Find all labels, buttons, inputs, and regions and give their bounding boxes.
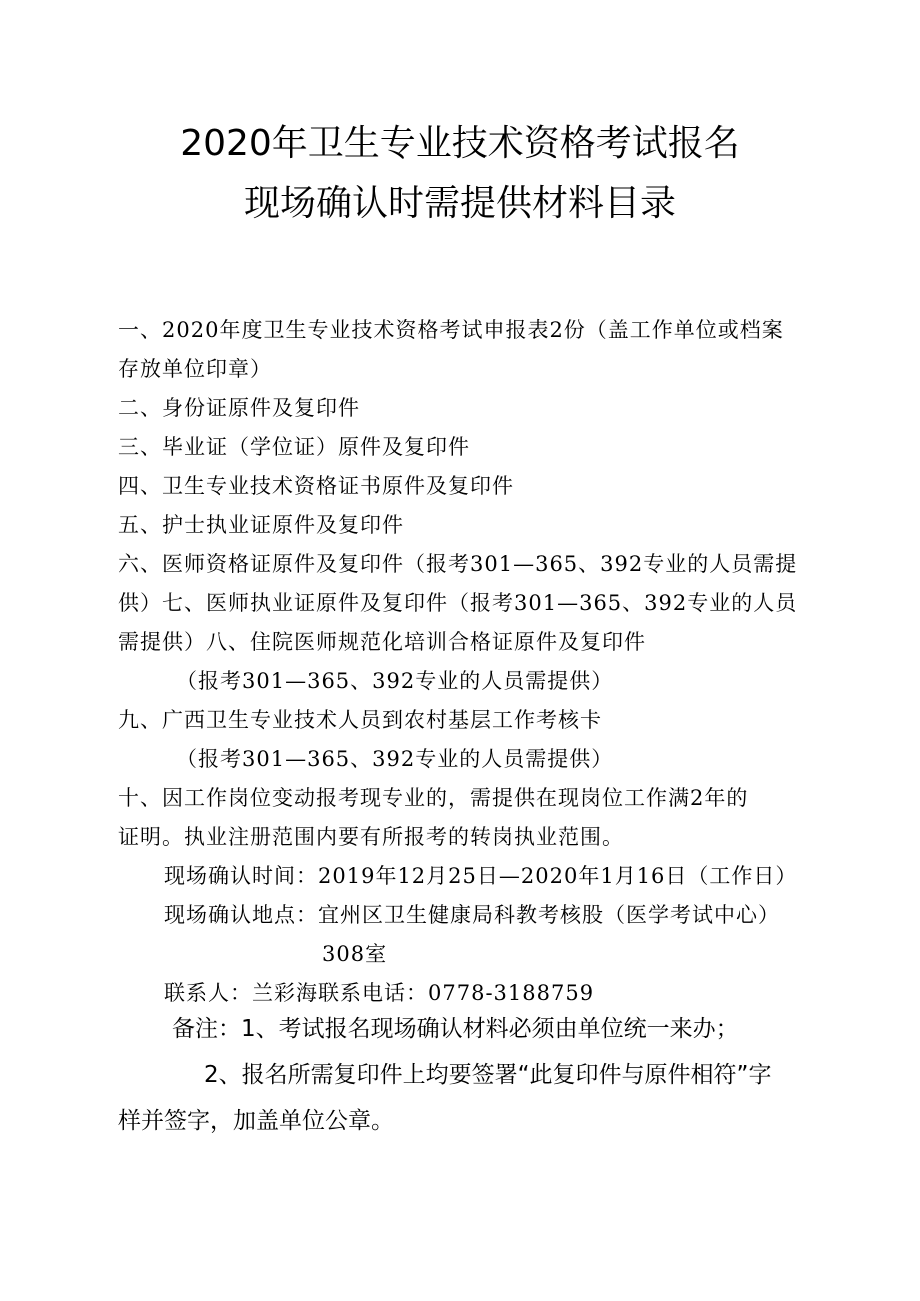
- item-8-note: （报考301—365、392专业的人员需提供）: [176, 669, 614, 693]
- item-5: 五、护士执业证原件及复印件: [118, 513, 404, 537]
- item-7-8-line: 需提供）八、住院医师规范化培训合格证原件及复印件: [118, 630, 646, 654]
- item-4: 四、卫生专业技术资格证书原件及复印件: [118, 474, 514, 498]
- item-10-line-1: 十、因工作岗位变动报考现专业的，需提供在现岗位工作满2年的: [118, 786, 749, 810]
- confirmation-room: 308室: [322, 942, 388, 966]
- document-title-line-2: 现场确认时需提供材料目录: [243, 183, 676, 224]
- document-title-line-1: 2020年卫生专业技术资格考试报名: [180, 123, 740, 164]
- item-6-line-1: 六、医师资格证原件及复印件（报考301—365、392专业的人员需提: [118, 552, 798, 576]
- item-2: 二、身份证原件及复印件: [118, 396, 360, 420]
- item-9: 九、广西卫生专业技术人员到农村基层工作考核卡: [118, 708, 602, 732]
- contact-info: 联系人：兰彩海联系电话：0778-3188759: [164, 981, 595, 1005]
- item-3: 三、毕业证（学位证）原件及复印件: [118, 435, 470, 459]
- item-1-line-1: 一、2020年度卫生专业技术资格考试申报表2份（盖工作单位或档案: [118, 318, 784, 342]
- item-6-7-line: 供）七、医师执业证原件及复印件（报考301—365、392专业的人员: [118, 591, 798, 615]
- item-1-line-2: 存放单位印章）: [118, 357, 272, 381]
- item-10-line-2: 证明。执业注册范围内要有所报考的转岗执业范围。: [118, 825, 624, 849]
- remark-2-line-1: 2、报名所需复印件上均要签署“此复印件与原件相符”字: [204, 1062, 772, 1088]
- item-9-note: （报考301—365、392专业的人员需提供）: [176, 747, 614, 771]
- confirmation-time: 现场确认时间：2019年12月25日—2020年1月16日（工作日）: [164, 864, 798, 888]
- remark-2-line-2: 样并签字，加盖单位公章。: [118, 1108, 394, 1134]
- confirmation-location: 现场确认地点：宜州区卫生健康局科教考核股（医学考试中心）: [164, 903, 780, 927]
- remark-1: 备注：1、考试报名现场确认材料必须由单位统一来办；: [172, 1016, 739, 1042]
